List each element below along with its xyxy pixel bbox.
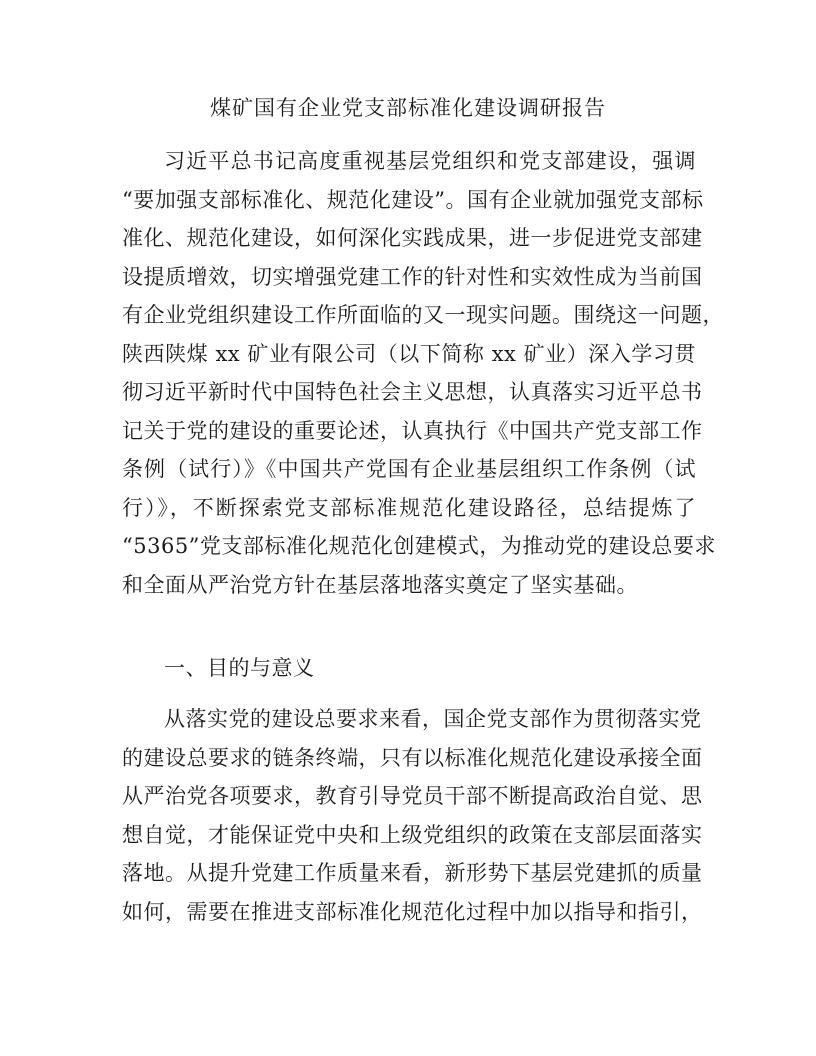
paragraph-line: 有企业党组织建设工作所面临的又一现实问题。围绕这一问题，	[122, 303, 724, 327]
paragraph-line: 准化、规范化建设，如何深化实践成果，进一步促进党支部建	[122, 226, 703, 250]
paragraph-line: 从严治党各项要求，教育引导党员干部不断提高政治自觉、思	[122, 784, 703, 808]
paragraph-line: 和全面从严治党方针在基层落地落实奠定了坚实基础。	[122, 572, 638, 597]
paragraph-line: 习近平总书记高度重视基层党组织和党支部建设，强调	[164, 149, 696, 173]
paragraph-line: 设提质增效，切实增强党建工作的针对性和实效性成为当前国	[122, 264, 703, 289]
paragraph-line: 陕西陕煤 xx 矿业有限公司（以下简称 xx 矿业）深入学习贯	[122, 341, 696, 366]
paragraph-line: “5365”党支部标准化规范化创建模式，为推动党的建设总要求	[122, 534, 716, 558]
paragraph-line: 从落实党的建设总要求来看，国企党支部作为贯彻落实党	[164, 707, 702, 731]
paragraph-line: “要加强支部标准化、规范化建设”。国有企业就加强党支部标	[122, 187, 704, 212]
paragraph-line: 如何，需要在推进支部标准化规范化过程中加以指导和指引，	[122, 899, 703, 924]
paragraph-line: 想自觉，才能保证党中央和上级党组织的政策在支部层面落实	[122, 822, 703, 847]
paragraph-line: 行）》，不断探索党支部标准规范化建设路径，总结提炼了	[122, 495, 696, 520]
document-title: 煤矿国有企业党支部标准化建设调研报告	[210, 96, 606, 120]
paragraph-line: 的建设总要求的链条终端，只有以标准化规范化建设承接全面	[122, 745, 703, 770]
section-heading: 一、目的与意义	[164, 656, 315, 680]
paragraph-line: 落地。从提升党建工作质量来看，新形势下基层党建抓的质量	[122, 861, 703, 885]
paragraph-intro	[122, 142, 724, 604]
paragraph-line: 记关于党的建设的重要论述，认真执行《中国共产党支部工作	[122, 418, 703, 443]
paragraph-line: 条例（试行）》《中国共产党国有企业基层组织工作条例（试	[122, 457, 696, 481]
paragraph-purpose	[122, 700, 703, 931]
paragraph-line: 彻习近平新时代中国特色社会主义思想，认真落实习近平总书	[122, 380, 703, 404]
